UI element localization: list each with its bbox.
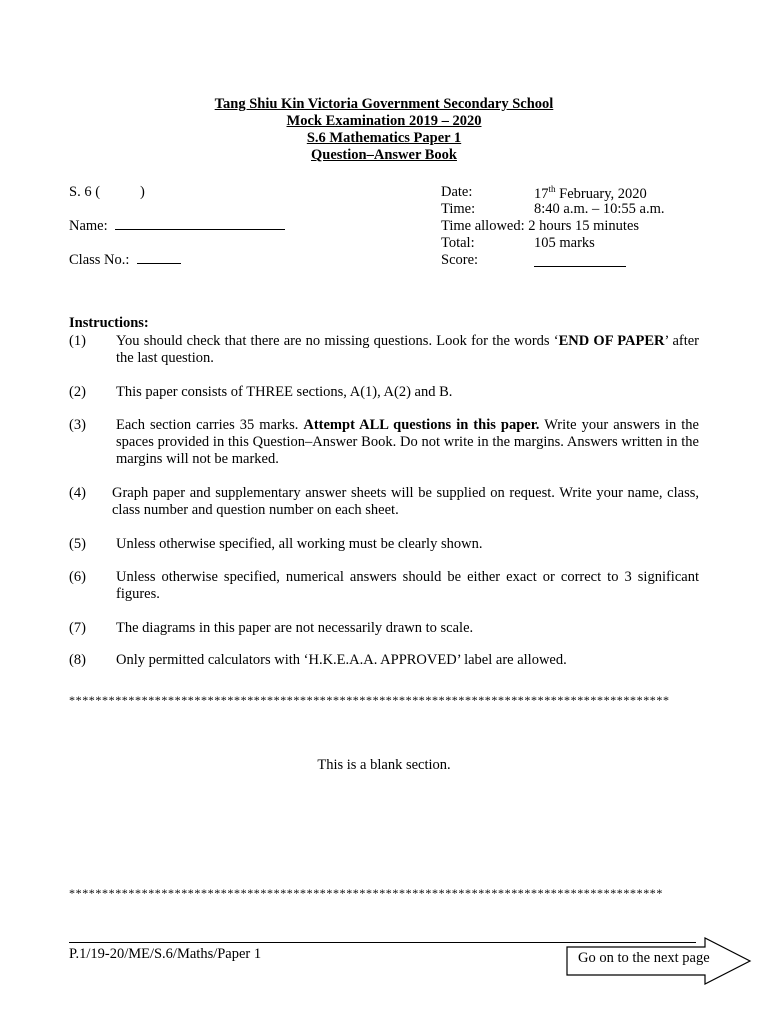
paper-code: P.1/19-20/ME/S.6/Maths/Paper 1 [69, 946, 262, 962]
total-value: 105 marks [534, 235, 595, 251]
star-divider-top: ******************************************************************************************* [69, 693, 670, 707]
paper-title: S.6 Mathematics Paper 1 [306, 130, 462, 146]
date-label: Date: [441, 184, 473, 200]
school-name: Tang Shiu Kin Victoria Government Secondary School [214, 96, 554, 112]
time-value: 8:40 a.m. – 10:55 a.m. [534, 201, 665, 217]
name-field [69, 218, 285, 235]
class-no-label: Class No.: [69, 252, 130, 268]
time-allowed: Time allowed: 2 hours 15 minutes [441, 218, 640, 234]
book-title: Question–Answer Book [311, 147, 457, 163]
next-page-label: Go on to the next page [578, 950, 710, 966]
exam-title: Mock Examination 2019 – 2020 [286, 113, 482, 129]
exam-header [0, 96, 768, 164]
class-field [69, 184, 145, 201]
date-value: 17th February, 2020 [534, 184, 647, 202]
score-label: Score: [441, 252, 479, 268]
class-close: ) [140, 184, 145, 200]
star-divider-bottom: ****************************************************************************************** [69, 886, 663, 900]
class-no-field [69, 252, 181, 269]
instructions-title: Instructions: [69, 315, 149, 331]
name-label: Name: [69, 218, 108, 234]
name-blank[interactable] [115, 229, 285, 230]
score-blank[interactable] [534, 252, 626, 272]
blank-section-text: This is a blank section. [317, 757, 451, 773]
time-label: Time: [441, 201, 476, 217]
class-label: S. 6 ( [69, 184, 101, 200]
class-no-blank[interactable] [137, 263, 181, 264]
total-label: Total: [441, 235, 475, 251]
